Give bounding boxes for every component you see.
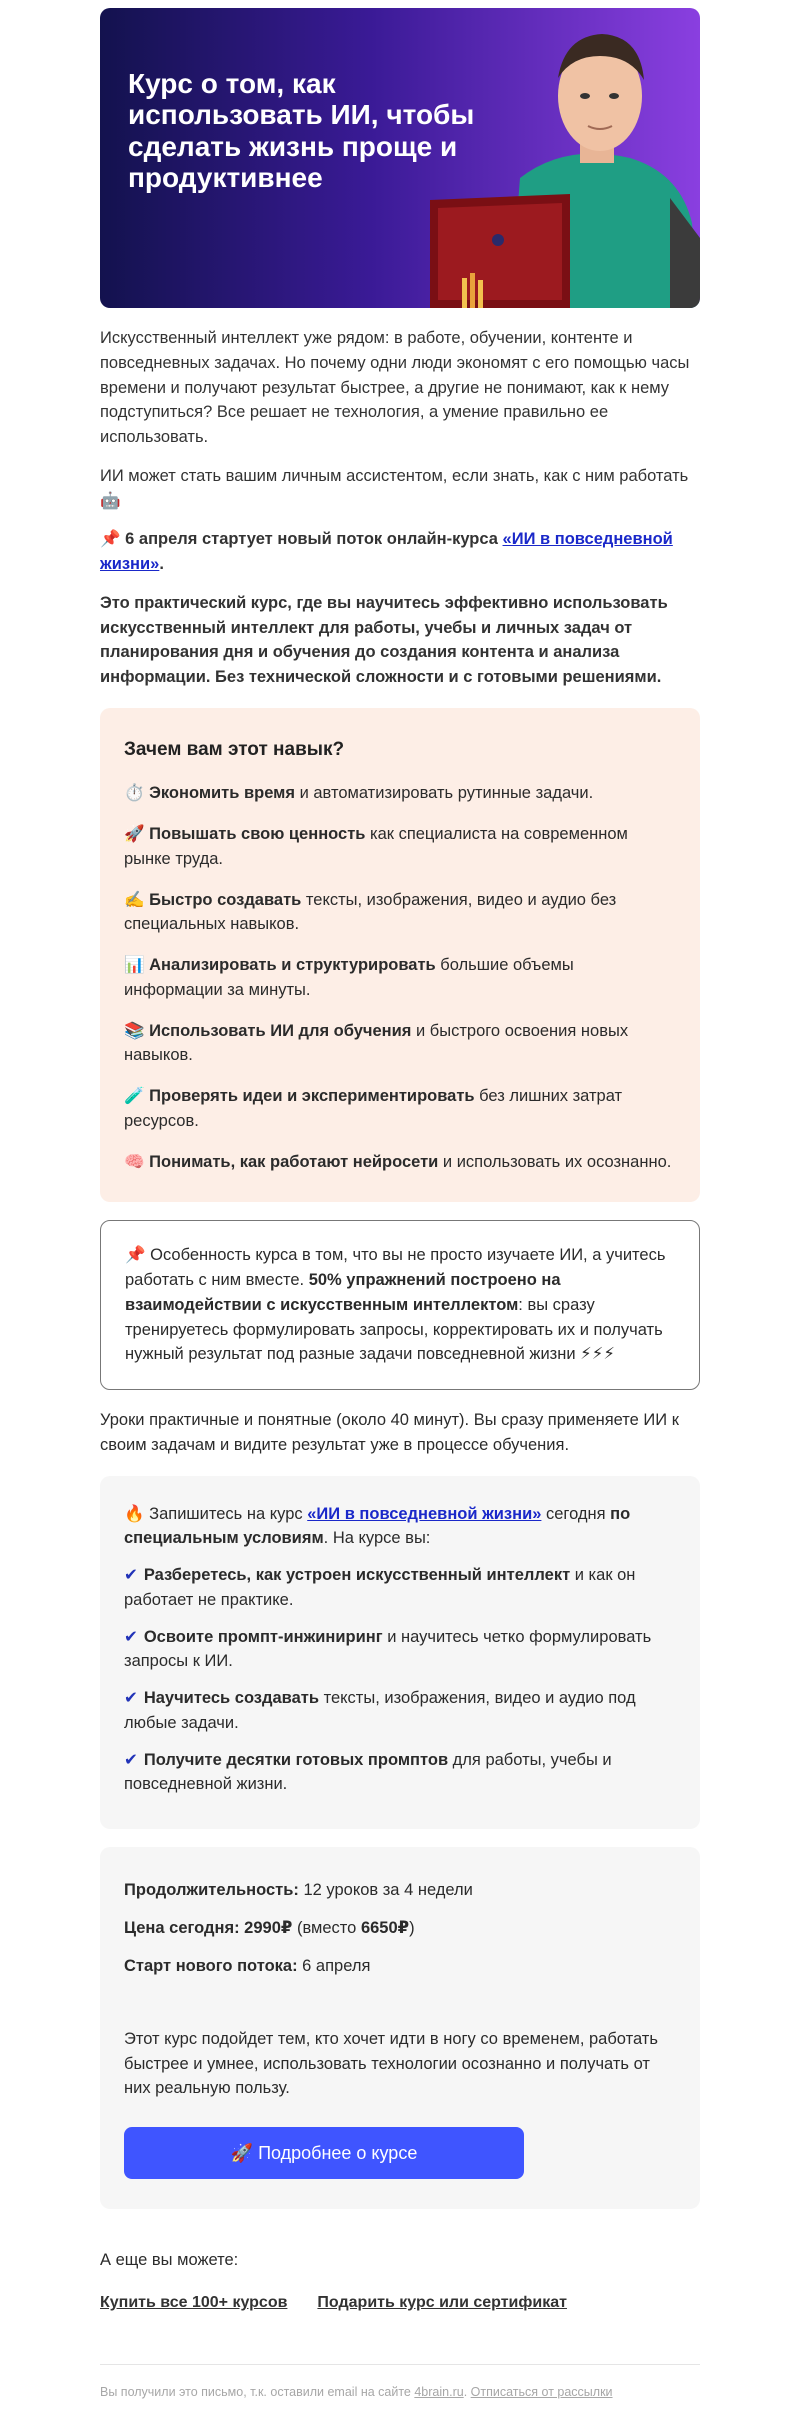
start-value: 6 апреля (297, 1956, 371, 1975)
checkmark-icon: ✔ (124, 1689, 138, 1708)
duration-value: 12 уроков за 4 недели (298, 1881, 473, 1900)
email-body (100, 0, 700, 2425)
list-item (124, 1150, 676, 1175)
lessons-text: Уроки практичные и понятные (около 40 минут). Вы сразу применяете ИИ к своим задачам и видите результат уже в процессе обучения. (100, 1411, 679, 1454)
intro-paragraph-2: ИИ может стать вашим личным ассистентом, если знать, как с ним работать 🤖 (100, 466, 689, 510)
check-item (124, 1625, 676, 1675)
feature-text (125, 1243, 675, 1367)
price-old: 6650₽ (360, 1918, 410, 1937)
start-label: Старт нового потока: (124, 1956, 298, 1975)
checkmark-icon: ✔ (124, 1566, 138, 1585)
footer-sep: . (463, 2385, 471, 2400)
writing-hand-icon: ✍️ (124, 890, 145, 909)
list-item-text: и автоматизировать рутинные задачи. (295, 784, 594, 803)
list-item-text: и быстрого освоения новых навыков. (124, 1021, 629, 1065)
start-announcement: 📌 6 апреля стартует новый поток онлайн-курса (100, 530, 503, 549)
price-line (124, 1917, 676, 1941)
list-item (124, 1084, 676, 1134)
check-text: для работы, учебы и повседневной жизни. (124, 1750, 612, 1794)
check-bold: Разберетесь, как устроен искусственный интеллект (143, 1566, 571, 1585)
check-text: тексты, изображения, видео и аудио под любые задачи. (124, 1689, 636, 1732)
price-label: Цена сегодня: 2990₽ (124, 1918, 293, 1937)
list-item-bold: Понимать, как работают нейросети (149, 1152, 439, 1171)
list-item (124, 781, 676, 806)
course-info-box (100, 1847, 700, 2209)
gift-course-link[interactable]: Подарить курс или сертификат (317, 2293, 567, 2311)
list-item-text: без лишних затрат ресурсов. (124, 1087, 623, 1130)
list-item-bold: Анализировать и структурировать (149, 956, 436, 975)
list-item-bold: Повышать свою ценность (149, 825, 366, 844)
course-link[interactable]: «ИИ в повседневной жизни» (100, 530, 673, 573)
list-item (124, 888, 676, 938)
unsubscribe-link[interactable]: Отписаться от рассылки (470, 2385, 613, 2400)
checkmark-icon: ✔ (124, 1750, 138, 1769)
site-link[interactable]: 4brain.ru (414, 2385, 464, 2400)
brain-icon: 🧠 (124, 1152, 145, 1171)
signup-intro (124, 1502, 676, 1552)
books-icon: 📚 (124, 1021, 145, 1040)
check-item (124, 1563, 676, 1613)
signup-box (100, 1476, 700, 1830)
list-item-text: большие объемы информации за минуты. (124, 956, 574, 999)
check-text: и как он работает не практике. (124, 1566, 636, 1609)
more-links (100, 2291, 700, 2314)
intro-paragraph-3 (100, 527, 700, 577)
punct: . (159, 555, 164, 573)
footer-text: Вы получили это письмо, т.к. оставили email на сайте (100, 2385, 415, 2400)
list-item-bold: Экономить время (149, 784, 295, 803)
feature-prefix: 📌 Особенность курса в том, что вы не просто изучаете ИИ, а учитесь работать с ним вместе. (125, 1246, 666, 1290)
checkmark-icon: ✔ (124, 1627, 138, 1646)
rocket-icon: 🚀 (124, 825, 145, 844)
start-line (124, 1955, 676, 1979)
more-section (100, 2249, 700, 2314)
test-tube-icon: 🧪 (124, 1087, 145, 1106)
why-skill-box (100, 708, 700, 1203)
check-bold: Освоите промпт-инжиниринг (143, 1627, 383, 1646)
feature-suffix: : вы сразу тренируетесь формулировать запросы, корректировать их и получать нужный результат под разные задачи повседневной жизни ⚡⚡⚡ (125, 1295, 663, 1364)
price-mid: (вместо (292, 1918, 361, 1937)
course-description: Это практический курс, где вы научитесь эффективно использовать искусственный интеллект для работы, учебы и личных задач от планирования дня и обучения до создания контента и анализа информации. Без технической сложности и с готовыми решениями. (100, 593, 668, 686)
check-item (124, 1748, 676, 1798)
signup-bold: по специальным условиям (124, 1504, 631, 1548)
check-item (124, 1686, 676, 1736)
hero-title: Курс о том, как использовать ИИ, чтобы сделать жизнь проще и продуктивнее (128, 68, 475, 194)
feature-bold: 50% упражнений построено на взаимодействии с искусственным интеллектом (125, 1271, 561, 1314)
check-bold: Получите десятки готовых промптов (143, 1750, 449, 1769)
signup-prefix: 🔥 Запишитесь на курс (124, 1504, 308, 1523)
bar-chart-icon: 📊 (124, 956, 145, 975)
hero-person-image (430, 8, 700, 308)
list-item-bold: Использовать ИИ для обучения (149, 1021, 412, 1040)
more-intro: А еще вы можете: (100, 2251, 239, 2270)
duration-line (124, 1879, 676, 1903)
intro-section (100, 326, 700, 690)
signup-mid: сегодня (541, 1504, 611, 1523)
check-text: и научитесь четко формулировать запросы к ИИ. (124, 1627, 652, 1671)
list-item-text: тексты, изображения, видео и аудио без специальных навыков. (124, 890, 617, 934)
duration-label: Продолжительность: (124, 1881, 299, 1900)
intro-paragraph-1: Искусственный интеллект уже рядом: в работе, обучении, контенте и повседневных задачах. Но почему одни люди экономят с его помощью часы времени и получают результат быстрее, а другие не понимают, как к нему подступиться? Все решает не технология, а умение правильно ее использовать. (100, 329, 690, 446)
list-item-bold: Быстро создавать (149, 890, 302, 909)
list-item (124, 953, 676, 1003)
signup-suffix: . На курсе вы: (323, 1529, 431, 1548)
check-bold: Научитесь создавать (143, 1689, 319, 1708)
feature-box (100, 1220, 700, 1390)
list-item-bold: Проверять идеи и экспериментировать (149, 1087, 475, 1106)
stopwatch-icon: ⏱️ (124, 784, 145, 803)
why-heading: Зачем вам этот навык? (124, 738, 345, 760)
footer (100, 2364, 700, 2401)
list-item-text: и использовать их осознанно. (438, 1152, 672, 1171)
list-item-text: как специалиста на современном рынке труда. (124, 825, 628, 868)
list-item (124, 822, 676, 872)
list-item (124, 1019, 676, 1069)
signup-course-link[interactable]: «ИИ в повседневной жизни» (307, 1504, 542, 1523)
price-end: ) (409, 1918, 415, 1937)
more-about-course-button[interactable]: 🚀 Подробнее о курсе (124, 2127, 524, 2179)
course-summary: Этот курс подойдет тем, кто хочет идти в ногу со временем, работать быстрее и умнее, использовать технологии осознанно и получать от них реальную пользу. (124, 2029, 658, 2098)
hero-banner (100, 8, 700, 308)
buy-all-courses-link[interactable]: Купить все 100+ курсов (100, 2293, 288, 2311)
